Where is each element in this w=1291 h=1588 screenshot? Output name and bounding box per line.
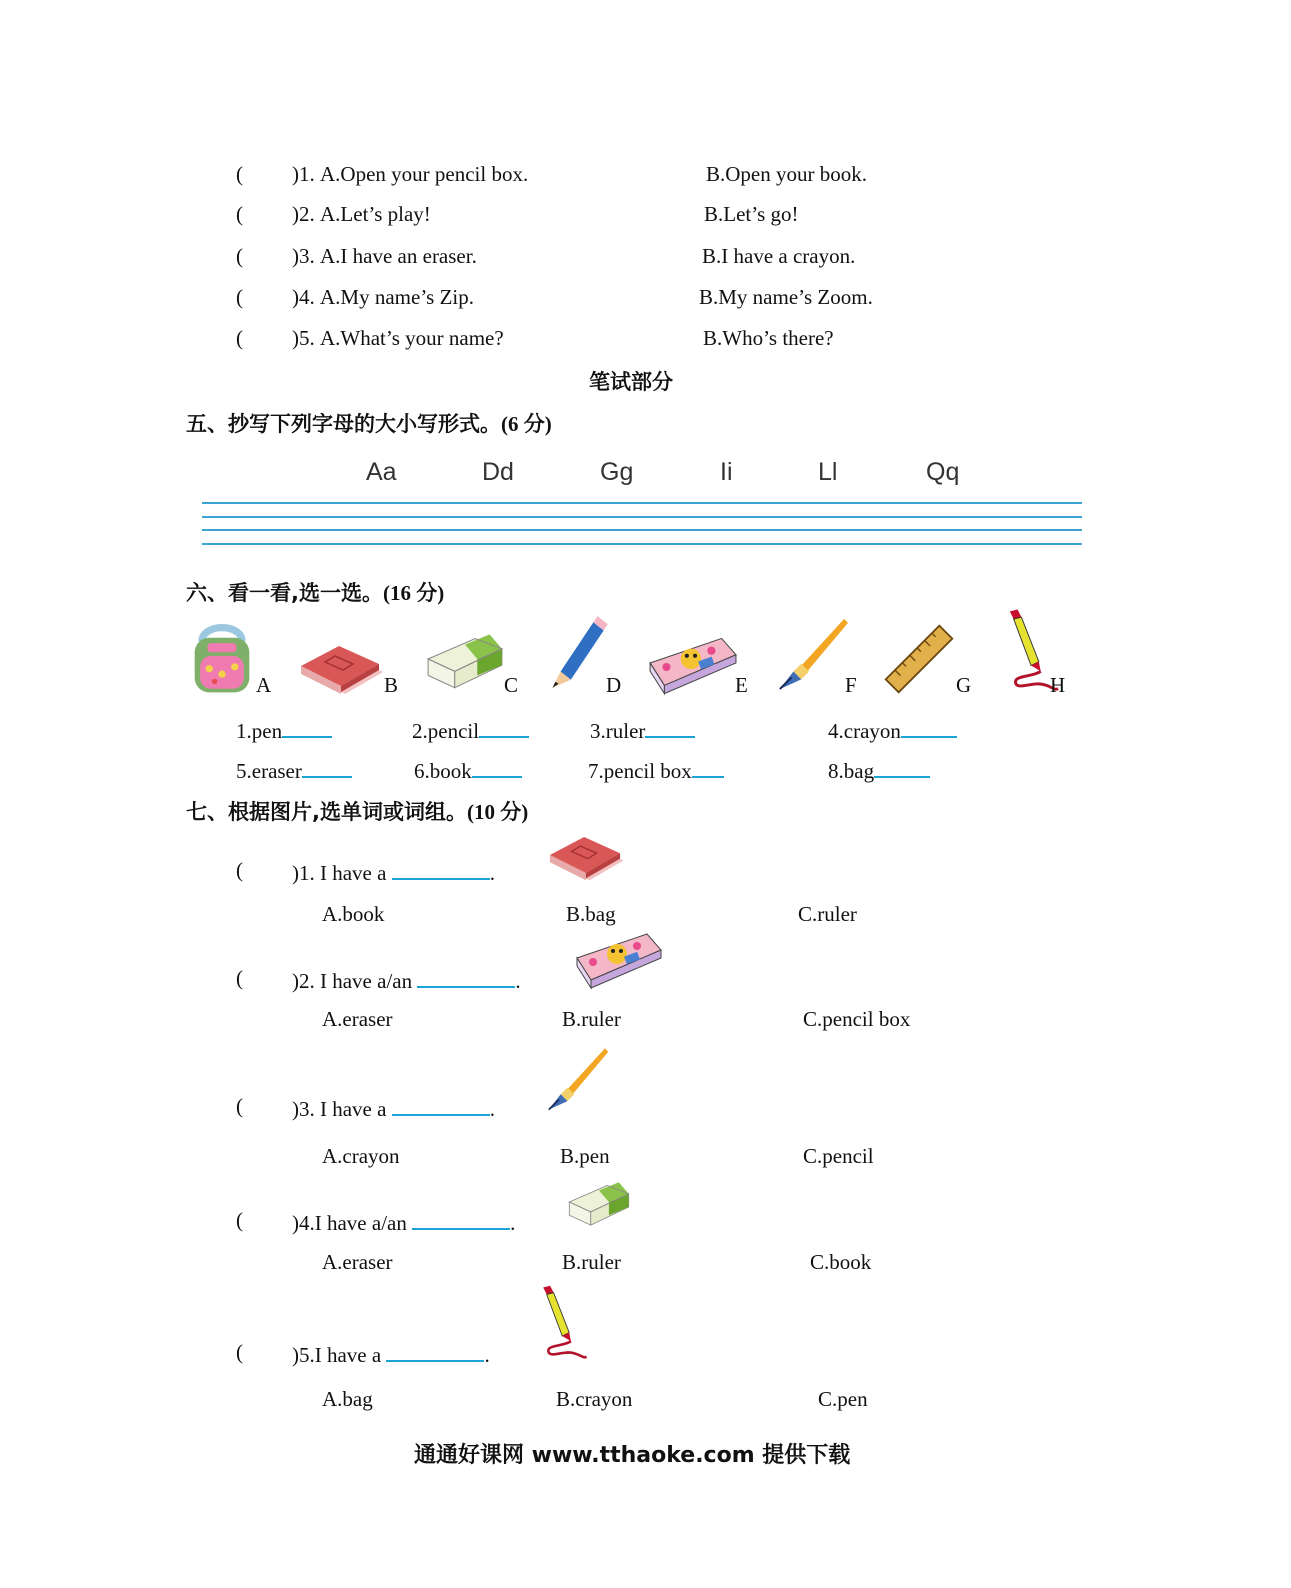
answer-paren: ( xyxy=(236,1208,243,1232)
question-stem: )2. I have a/an . xyxy=(292,966,521,994)
answer-paren: ( xyxy=(236,202,243,226)
option-a: A.book xyxy=(322,902,385,926)
question-stem: )1. I have a . xyxy=(292,858,495,886)
guide-line xyxy=(202,529,1082,531)
option-c: C.pencil box xyxy=(803,1007,911,1031)
picture-label: G xyxy=(956,673,972,697)
section5-score: (6 分) xyxy=(501,412,552,436)
answer-paren: ( xyxy=(236,244,243,268)
option-b: B.Let’s go! xyxy=(704,202,799,226)
option-c: C.book xyxy=(810,1250,872,1274)
match-item: 3.ruler xyxy=(590,716,695,744)
pencil-box-icon xyxy=(646,634,738,696)
picture-label: F xyxy=(845,673,857,697)
option-a: A.I have an eraser. xyxy=(320,244,477,268)
question-number: )4. xyxy=(292,285,315,309)
option-a: A.bag xyxy=(322,1387,373,1411)
picture-label: D xyxy=(606,673,622,697)
question-stem: )5.I have a . xyxy=(292,1340,490,1368)
option-b: B.pen xyxy=(560,1144,610,1168)
question-number: )5. xyxy=(292,326,315,350)
ruler-icon xyxy=(882,622,956,696)
pen-icon xyxy=(542,1044,610,1114)
match-item: 8.bag xyxy=(828,756,930,784)
option-a: A.Let’s play! xyxy=(320,202,431,226)
option-a: A.crayon xyxy=(322,1144,400,1168)
eraser-icon xyxy=(424,626,506,692)
answer-blank[interactable] xyxy=(901,716,957,738)
option-b: B.ruler xyxy=(562,1007,621,1031)
answer-blank[interactable] xyxy=(874,756,930,778)
answer-blank[interactable] xyxy=(645,716,695,738)
pencil-box-icon xyxy=(572,930,664,990)
section7-score: (10 分) xyxy=(466,800,529,824)
picture-label: B xyxy=(384,673,399,697)
option-b: B.crayon xyxy=(556,1387,633,1411)
question-stem: )3. I have a . xyxy=(292,1094,495,1122)
section5-heading xyxy=(186,408,552,438)
option-a: A.eraser xyxy=(322,1250,393,1274)
letter-pair: Aa xyxy=(366,458,397,486)
answer-blank[interactable] xyxy=(386,1340,484,1362)
match-item: 5.eraser xyxy=(236,756,352,784)
footer-source: 通通好课网 www.tthaoke.com 提供下载 xyxy=(414,1443,851,1468)
section5-title: 五、抄写下列字母的大小写形式。 xyxy=(186,412,501,436)
option-c: C.ruler xyxy=(798,902,857,926)
option-b: B.Who’s there? xyxy=(703,326,834,350)
book-icon xyxy=(294,636,386,696)
answer-blank[interactable] xyxy=(392,1094,490,1116)
option-a: A.What’s your name? xyxy=(320,326,504,350)
answer-paren: ( xyxy=(236,285,243,309)
match-item: 1.pen xyxy=(236,716,332,744)
letter-pair: Ll xyxy=(818,458,838,486)
option-a: A.Open your pencil box. xyxy=(320,162,529,186)
crayon-icon xyxy=(538,1284,590,1362)
option-b: B.ruler xyxy=(562,1250,621,1274)
book-icon xyxy=(544,828,626,882)
letter-pair: Qq xyxy=(926,458,960,486)
question-number: )3. xyxy=(292,244,315,268)
option-c: C.pen xyxy=(818,1387,868,1411)
written-part-title: 笔试部分 xyxy=(589,370,673,394)
match-item: 4.crayon xyxy=(828,716,957,744)
option-a: A.My name’s Zip. xyxy=(320,285,474,309)
letter-pair: Ii xyxy=(720,458,733,486)
option-b: B.bag xyxy=(566,902,616,926)
section7-title: 七、根据图片,选单词或词组。 xyxy=(186,800,467,824)
section6-title: 六、看一看,选一选。 xyxy=(186,581,383,605)
section6-score: (16 分) xyxy=(382,581,445,605)
answer-paren: ( xyxy=(236,162,243,186)
answer-paren: ( xyxy=(236,966,243,990)
option-b: B.I have a crayon. xyxy=(702,244,856,268)
answer-blank[interactable] xyxy=(282,716,332,738)
backpack-icon xyxy=(184,614,260,696)
picture-label: C xyxy=(504,673,519,697)
question-number: )1. xyxy=(292,162,315,186)
answer-blank[interactable] xyxy=(692,756,724,778)
picture-label: H xyxy=(1050,673,1066,697)
picture-label: A xyxy=(256,673,272,697)
match-item: 6.book xyxy=(414,756,522,784)
question-stem: )4.I have a/an . xyxy=(292,1208,515,1236)
option-b: B.Open your book. xyxy=(706,162,867,186)
picture-label: E xyxy=(735,673,748,697)
answer-paren: ( xyxy=(236,1340,243,1364)
match-item: 2.pencil xyxy=(412,716,529,744)
answer-paren: ( xyxy=(236,326,243,350)
guide-line xyxy=(202,543,1082,545)
guide-line xyxy=(202,516,1082,518)
pencil-icon xyxy=(544,612,610,694)
answer-paren: ( xyxy=(236,1094,243,1118)
answer-blank[interactable] xyxy=(412,1208,510,1230)
letter-pair: Gg xyxy=(600,458,634,486)
answer-blank[interactable] xyxy=(417,966,515,988)
letter-pair: Dd xyxy=(482,458,514,486)
eraser-icon xyxy=(566,1176,632,1228)
answer-blank[interactable] xyxy=(472,756,522,778)
answer-paren: ( xyxy=(236,858,243,882)
option-b: B.My name’s Zoom. xyxy=(699,285,873,309)
answer-blank[interactable] xyxy=(479,716,529,738)
question-number: )2. xyxy=(292,202,315,226)
answer-blank[interactable] xyxy=(302,756,352,778)
section7-heading xyxy=(186,796,528,826)
answer-blank[interactable] xyxy=(392,858,490,880)
option-c: C.pencil xyxy=(803,1144,874,1168)
guide-line xyxy=(202,502,1082,504)
option-a: A.eraser xyxy=(322,1007,393,1031)
match-item: 7.pencil box xyxy=(588,756,724,784)
pen-icon xyxy=(772,614,850,694)
section6-heading xyxy=(186,577,444,607)
